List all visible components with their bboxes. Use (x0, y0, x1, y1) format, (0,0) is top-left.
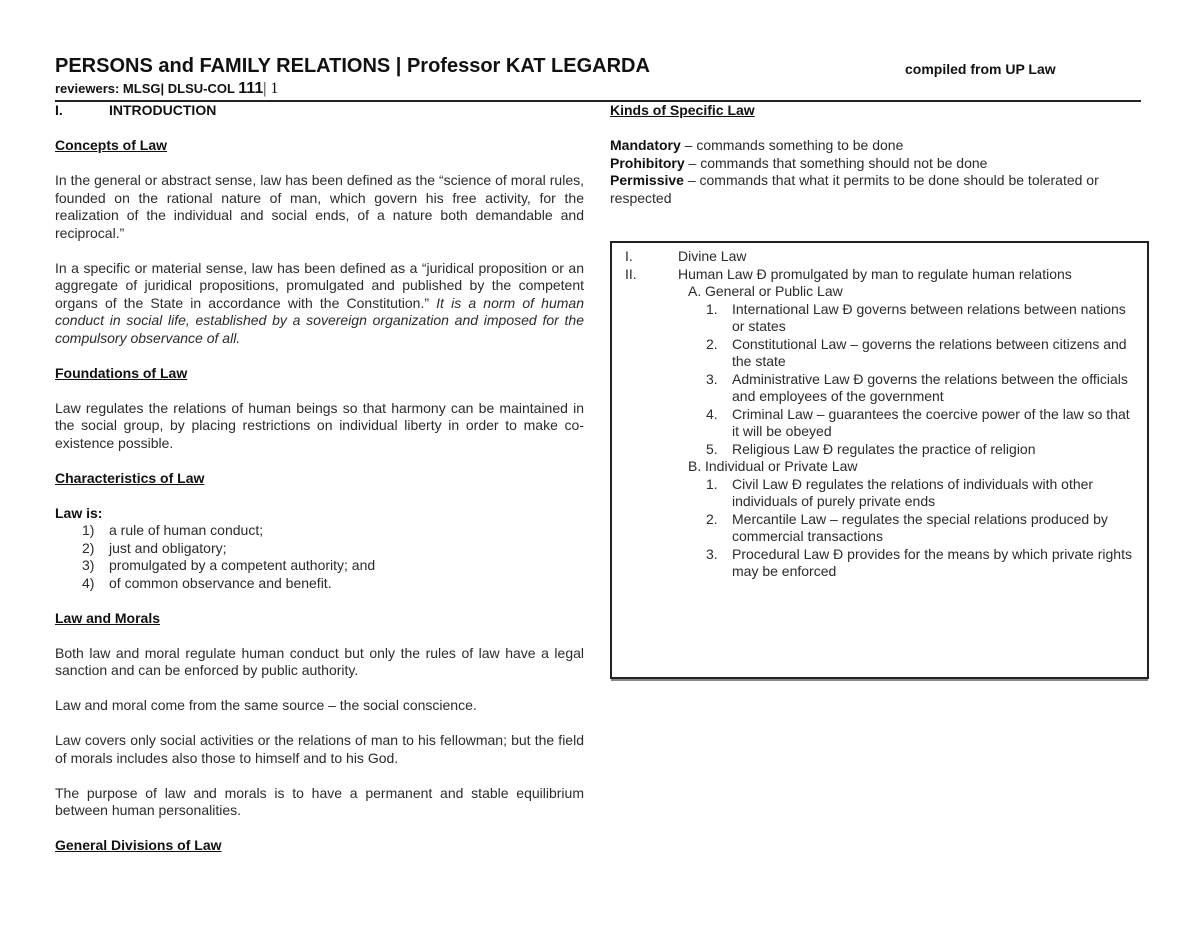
heading-general-divisions-of-law: General Divisions of Law (55, 837, 222, 853)
outline-marker: A. (688, 283, 702, 299)
list-marker: 1) (82, 522, 95, 538)
outline-marker: B. (688, 458, 702, 474)
outline-marker: 1. (706, 300, 718, 317)
list-item (55, 557, 584, 575)
list-item (55, 522, 584, 540)
outline-text: Human Law Ð promulgated by man to regulate human relations (678, 265, 1072, 282)
right-column (610, 102, 1140, 207)
paragraph-morals-1: Both law and moral regulate human conduct but only the rules of law have a legal sanction and can be enforced by public authority. (55, 644, 584, 678)
outline-item-mercantile-law (625, 511, 1140, 546)
outline-text: Procedural Law Ð provides for the means by which private rights may be enforced (732, 545, 1132, 579)
outline-marker: II. (625, 265, 637, 282)
law-is-label: Law is: (55, 504, 103, 521)
outline-item-procedural-law (625, 546, 1140, 581)
left-column (55, 102, 584, 855)
outline-item-private-law (625, 458, 1140, 476)
page-separator: | 1 (263, 80, 279, 97)
list-item-text: of common observance and benefit. (109, 574, 332, 591)
outline-text: Civil Law Ð regulates the relations of individuals with other individuals of purely private ends (732, 475, 1094, 509)
section-title: INTRODUCTION (109, 102, 217, 118)
outline-item-administrative-law (625, 371, 1140, 406)
outline-marker: 2. (706, 335, 718, 352)
list-marker: 2) (82, 539, 95, 556)
outline-text: Divine Law (678, 248, 747, 264)
heading-foundations-of-law: Foundations of Law (55, 364, 188, 381)
outline-item-civil-law (625, 476, 1140, 511)
definition-prohibitory (610, 155, 1140, 173)
paragraph-morals-4: The purpose of law and morals is to have a permanent and stable equilibrium between human personalities. (55, 784, 584, 818)
page-number: 111 (238, 80, 264, 97)
list-marker: 3) (82, 557, 95, 573)
section-heading-introduction (55, 102, 584, 120)
section-number: I. (55, 102, 63, 118)
outline-marker: 1. (706, 475, 718, 492)
page-title: PERSONS and FAMILY RELATIONS | Professor KAT LEGARDA (55, 55, 650, 77)
list-marker: 4) (82, 574, 95, 591)
outline-list (625, 248, 1140, 581)
outline-item-public-law (625, 283, 1140, 301)
outline-item-divine-law (625, 248, 1140, 266)
outline-marker: I. (625, 248, 633, 264)
list-item-text: a rule of human conduct; (109, 522, 264, 538)
paragraph-morals-2: Law and moral come from the same source – the social conscience. (55, 697, 477, 713)
outline-marker: 3. (706, 370, 718, 387)
outline-text: International Law Ð governs between relations between nations or states (732, 300, 1126, 334)
definition-text: – commands that something should not be done (684, 154, 988, 171)
paragraph-foundations: Law regulates the relations of human beings so that harmony can be maintained in the social group, by placing restrictions on individual liberty in order to make co-existence possible. (55, 399, 584, 451)
outline-marker: 2. (706, 510, 718, 527)
heading-law-and-morals: Law and Morals (55, 609, 161, 626)
outline-item-constitutional-law (625, 336, 1140, 371)
concepts-specific-text: In a specific or material sense, law has been defined as a “juridical proposition or an aggregate of juridical propositions, promulgated and published by the competent organs of the State in accordance with the Constitution.” (55, 259, 584, 311)
compiled-note: compiled from UP Law (905, 61, 1056, 77)
list-item-text: promulgated by a competent authority; and (109, 557, 376, 573)
definition-permissive (610, 172, 1140, 207)
list-item (55, 575, 584, 593)
header-subline (55, 80, 278, 98)
heading-concepts-of-law: Concepts of Law (55, 137, 168, 153)
reviewers-text: reviewers: MLSG| DLSU-COL (55, 81, 239, 96)
outline-marker: 3. (706, 545, 718, 562)
outline-text: Individual or Private Law (705, 458, 858, 474)
outline-text: Mercantile Law – regulates the special relations produced by commercial transactions (732, 510, 1108, 544)
outline-item-human-law (625, 266, 1140, 284)
characteristics-list (55, 522, 584, 592)
term-prohibitory: Prohibitory (610, 154, 685, 171)
divisions-outline-box (610, 241, 1149, 679)
definition-mandatory (610, 137, 1140, 155)
term-mandatory: Mandatory (610, 137, 681, 153)
paragraph-concepts-specific (55, 260, 584, 348)
list-item-text: just and obligatory; (109, 539, 227, 556)
heading-kinds-of-specific-law: Kinds of Specific Law (610, 102, 755, 118)
outline-text: General or Public Law (705, 283, 843, 299)
outline-text: Religious Law Ð regulates the practice of religion (732, 440, 1036, 457)
paragraph-concepts-general: In the general or abstract sense, law has been defined as the “science of moral rules, founded on the rational nature of man, which govern his free activity, for the realization of the individual and social ends, of a nature both demandable and reciprocal.” (55, 172, 584, 241)
outline-item-religious-law (625, 441, 1140, 459)
outline-marker: 4. (706, 405, 718, 422)
term-permissive: Permissive (610, 172, 684, 188)
outline-text: Administrative Law Ð governs the relations between the officials and employees of the government (732, 370, 1128, 404)
outline-item-international-law (625, 301, 1140, 336)
list-item (55, 540, 584, 558)
outline-marker: 5. (706, 440, 718, 457)
definition-text: – commands that what it permits to be done should be tolerated or respected (610, 172, 1099, 206)
heading-characteristics-of-law: Characteristics of Law (55, 469, 205, 486)
concepts-specific-italic: It is a norm of human conduct in social life, established by a sovereign organization and imposed for the compulsory observance of all. (55, 294, 584, 346)
outline-text: Criminal Law – guarantees the coercive power of the law so that it will be obeyed (732, 405, 1130, 439)
outline-text: Constitutional Law – governs the relations between citizens and the state (732, 335, 1127, 369)
definition-text: – commands something to be done (680, 137, 904, 153)
paragraph-morals-3: Law covers only social activities or the relations of man to his fellowman; but the field of morals includes also those to himself and to his God. (55, 732, 584, 766)
outline-item-criminal-law (625, 406, 1140, 441)
